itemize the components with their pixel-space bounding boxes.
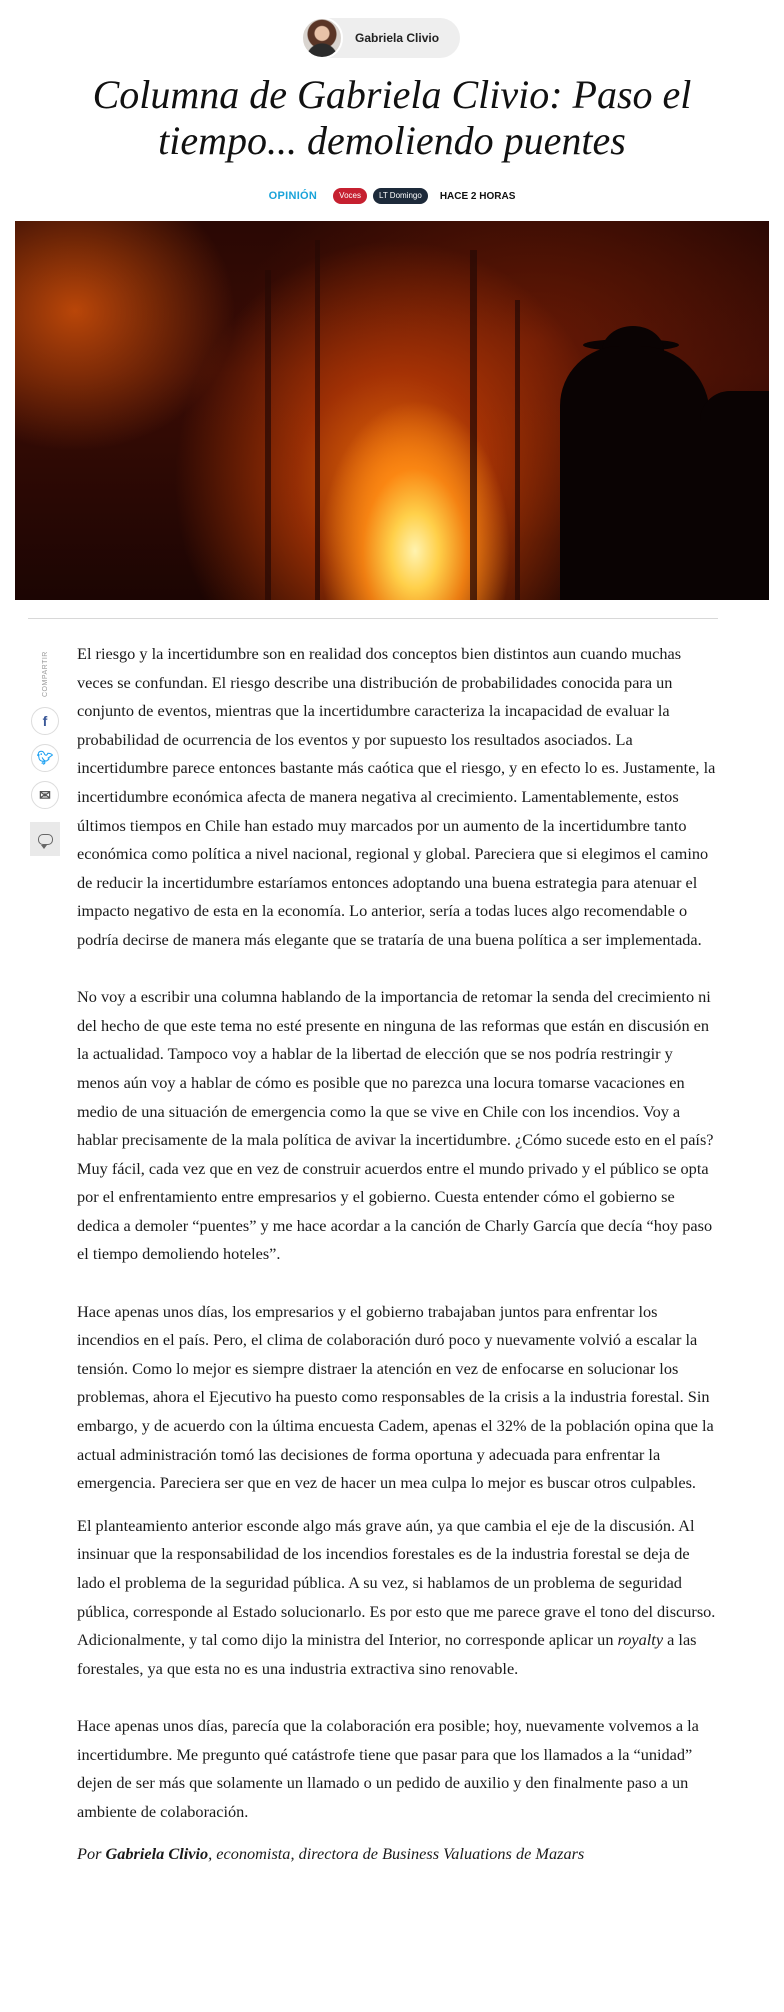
paragraph-2: No voy a escribir una columna hablando de la importancia de retomar la senda del crecimiento ni del hecho de que este tema no esté presente en ninguna de las reformas que están en discusión en la actualidad. Tampoco voy a hablar de la libertad de elección que se nos podría restringir y menos aún voy a hablar de cómo es posible que no parezca una locura tomarse vacaciones en medio de una situación de emergencia como la que se vive en Chile con los incendios. Voy a hablar precisamente de la mala política de avivar la incertidumbre. ¿Cómo sucede esto en el país? Muy fácil, cada vez que en vez de construir acuerdos entre el mundo privado y el público se opta por el enfrentamiento entre empresarios y el gobierno. Cuesta entender cómo el gobierno se dedica a demoler “puentes” y me hace acordar a la canción de Charly García que decía “hoy paso el tiempo demoliendo hoteles”. (77, 987, 714, 1264)
facebook-icon: f (42, 713, 48, 729)
signature-role: , economista, directora de Business Valuations de Mazars (208, 1844, 585, 1864)
publish-time: HACE 2 HORAS (439, 190, 516, 202)
article-meta (0, 188, 784, 204)
facebook-share-button[interactable] (31, 707, 59, 735)
section-link[interactable]: OPINIÓN (268, 190, 318, 202)
paragraph-4-text-end: a las forestales, ya que esta no es una industria extractiva sino renovable. (77, 1630, 697, 1678)
article-headline: Columna de Gabriela Clivio: Paso el tiempo... demoliendo puentes (92, 72, 692, 163)
tree-silhouette (265, 270, 271, 600)
twitter-share-button[interactable] (31, 744, 59, 772)
tree-silhouette (515, 300, 520, 600)
author-chip[interactable] (303, 18, 460, 58)
tag-lt-domingo[interactable]: LT Domingo (373, 188, 428, 204)
person-silhouette-arm (700, 391, 769, 600)
paragraph-4-italic: royalty (617, 1630, 664, 1650)
twitter-icon: 🐦︎ (36, 750, 54, 765)
tree-silhouette (470, 250, 477, 600)
tag-voces[interactable]: Voces (333, 188, 367, 204)
hero-image (15, 221, 769, 600)
author-signature (77, 1840, 717, 1868)
article-body (77, 640, 717, 1868)
comments-button[interactable] (30, 822, 60, 856)
paragraph-5: Hace apenas unos días, parecía que la colaboración era posible; hoy, nuevamente volvemos a la incertidumbre. Me pregunto qué catástrofe tiene que pasar para que los llamados a la “unidad” dejen de ser más que solamente un llamado o un pedido de auxilio y den finalmente paso a un ambiente de colaboración. (77, 1715, 699, 1821)
person-silhouette-body (560, 346, 710, 600)
comment-icon (38, 834, 53, 845)
paragraph-1: El riesgo y la incertidumbre son en realidad dos conceptos bien distintos aun cuando muchas veces se confundan. El riesgo describe una distribución de probabilidades conocida para un conjunto de eventos, mientras que la incertidumbre caracteriza la incapacidad de evaluar la probabilidad de ocurrencia de los eventos y por supuesto los resultados asociados. La incertidumbre parece entonces bastante más caótica que el riesgo, y en efecto lo es. Justamente, la incertidumbre económica afecta de manera negativa al crecimiento. Lamentablemente, estos últimos tiempos en Chile han estado muy marcados por un aumento de la incertidumbre tanto económica como política a nivel nacional, regional y global. Pareciera que si elegimos el camino de reducir la incertidumbre estaríamos entonces adoptando una buena estrategia para atenuar el impacto negativo de esta en la economía. Lo anterior, sería a todas luces algo recomendable o podría decirse de manera más elegante que se trataría de una buena política a ser implementada. (77, 644, 716, 949)
author-name[interactable]: Gabriela Clivio (355, 31, 440, 45)
share-label: COMPARTIR (41, 651, 49, 697)
paragraph-3: Hace apenas unos días, los empresarios y el gobierno trabajaban juntos para enfrentar los incendios en el país. Pero, el clima de colaboración duró poco y nuevamente volvió a escalar la tensión. Como lo mejor es siempre distraer la atención en vez de enfocarse en solucionar los problemas, ahora el Ejecutivo ha puesto como responsables de la crisis a la industria forestal. Sin embargo, y de acuerdo con la última encuesta Cadem, apenas el 32% de la población opina que la actual administración tomó las decisiones de forma oportuna y adecuada para enfrentar la emergencia. Pareciera ser que en vez de hacer un mea culpa lo mejor es buscar otros culpables. (77, 1301, 714, 1493)
tree-silhouette (315, 240, 320, 600)
share-rail (30, 645, 60, 856)
signature-prefix: Por (77, 1844, 106, 1864)
avatar (301, 17, 343, 59)
signature-name: Gabriela Clivio (105, 1844, 209, 1864)
email-share-button[interactable] (31, 781, 59, 809)
paragraph-4 (77, 1512, 717, 1684)
email-icon: ✉ (39, 786, 51, 803)
content-divider (28, 618, 718, 619)
paragraph-4-text: El planteamiento anterior esconde algo más grave aún, ya que cambia el eje de la discusión. Al insinuar que la responsabilidad de los incendios forestales es de la industria forestal se deja de lado el problema de la seguridad pública. A su vez, si hablamos de un problema de seguridad pública, corresponde al Estado solucionarlo. Es por esto que me parece grave el tono del discurso. Adicionalmente, y tal como dijo la ministra del Interior, no corresponde aplicar un (77, 1515, 716, 1650)
